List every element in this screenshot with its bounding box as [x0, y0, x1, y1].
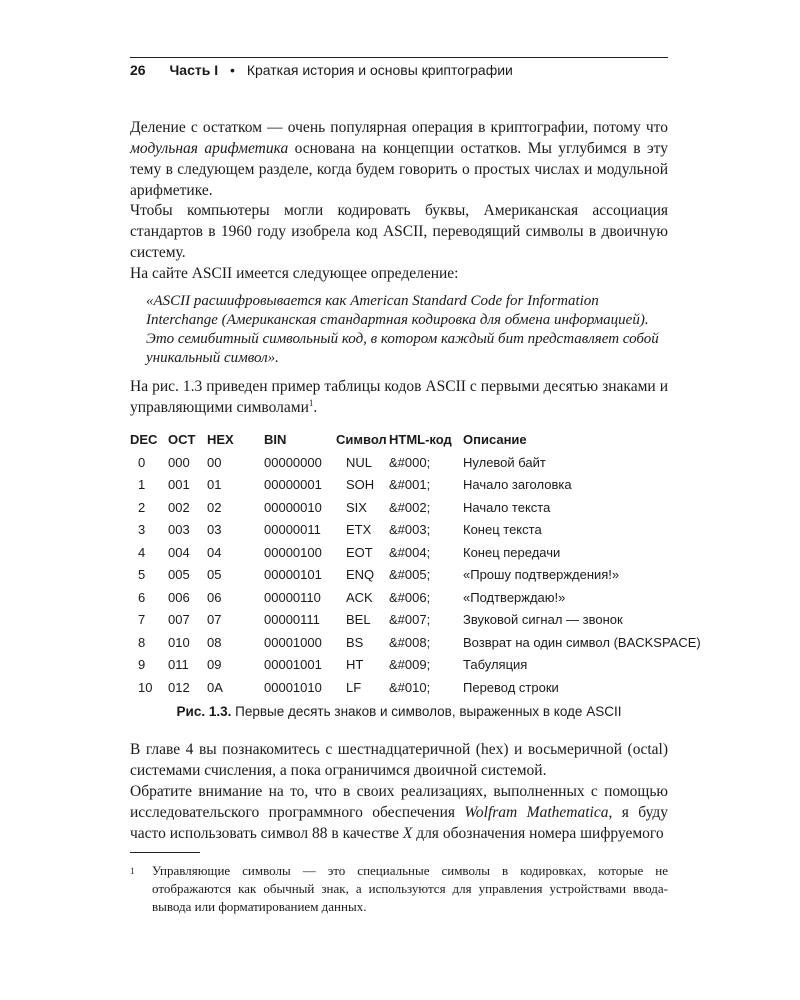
paragraph-text: для обозначения номера шифруемого [412, 825, 664, 842]
cell-description: Нулевой байт [463, 454, 546, 470]
cell-oct: 003 [168, 522, 190, 538]
paragraph-text: Деление с остатком — очень популярная операция в криптографии, потому что [130, 119, 668, 136]
cell-dec: 8 [138, 634, 146, 650]
cell-oct: 007 [168, 612, 190, 628]
cell-description: Начало текста [463, 499, 551, 515]
ascii-definition-quote: «ASCII расшифровывается как American Standard Code for Information Interchange (Американская стандартная кодировка для обмена информацией). Это семибитный символьный код, в котором каждый бит представляет собой уникальный символ». [146, 293, 659, 366]
cell-hex: 07 [207, 612, 222, 628]
footnote [130, 862, 668, 916]
cell-dec: 0 [138, 454, 146, 470]
cell-html-code: &#010; [389, 679, 431, 695]
table-row [130, 519, 701, 542]
cell-bin: 00000011 [264, 522, 321, 538]
cell-hex: 04 [207, 544, 222, 560]
footnote-divider [130, 852, 200, 853]
header-separator: • [230, 62, 235, 78]
cell-hex: 00 [207, 454, 222, 470]
cell-dec: 7 [138, 612, 146, 628]
cell-bin: 00000111 [264, 612, 320, 628]
cell-html-code: &#008; [389, 634, 431, 650]
cell-description: Табуляция [463, 657, 528, 673]
software-name: Wolfram Mathematica [464, 804, 609, 821]
column-header: HEX [207, 431, 234, 447]
cell-bin: 00000000 [264, 454, 322, 470]
ascii-table [130, 427, 701, 699]
cell-html-code: &#000; [389, 454, 431, 470]
cell-oct: 006 [168, 589, 190, 605]
cell-html-code: &#005; [389, 567, 431, 583]
page-number: 26 [130, 62, 146, 78]
cell-description: Начало заголовка [463, 477, 572, 493]
cell-bin: 00000100 [264, 544, 322, 560]
paragraph-ascii-history: Чтобы компьютеры могли кодировать буквы, Американская ассоциация стандартов в 1960 году изобрела код ASCII, переводящий символы в двоичную систему. [130, 202, 668, 261]
table-row [130, 676, 701, 699]
cell-symbol: ENQ [346, 567, 375, 583]
cell-description: Конец передачи [463, 544, 561, 560]
column-header: Описание [463, 431, 527, 447]
cell-hex: 09 [207, 657, 222, 673]
cell-oct: 011 [168, 657, 189, 673]
cell-oct: 002 [168, 499, 190, 515]
table-row [130, 496, 701, 519]
cell-dec: 4 [138, 544, 146, 560]
paragraph-modular-arithmetic [130, 117, 668, 201]
cell-oct: 004 [168, 544, 190, 560]
paragraph-number-systems: В главе 4 вы познакомитесь с шестнадцатеричной (hex) и восьмеричной (octal) системами счисления, а пока ограничимся двоичной системой. [130, 741, 668, 779]
cell-html-code: &#003; [389, 522, 431, 538]
cell-oct: 010 [168, 634, 190, 650]
paragraph-text: Обратите внимание на то, что в своих реализациях, выполненных с помощью исследовательского программного обеспечения [130, 783, 668, 821]
cell-hex: 05 [207, 567, 222, 583]
paragraph-mathematica-note [130, 781, 668, 844]
cell-description: «Прошу подтверждения!» [463, 567, 620, 583]
cell-description: Возврат на один символ (BACKSPACE) [463, 634, 701, 650]
paragraph-figure-reference [130, 376, 668, 418]
cell-html-code: &#004; [389, 544, 431, 560]
cell-html-code: &#002; [389, 499, 431, 515]
cell-symbol: NUL [346, 454, 373, 470]
variable-x: X [402, 825, 413, 842]
table-row [130, 609, 701, 632]
footnote-reference: 1 [308, 397, 314, 408]
table-row [130, 654, 701, 677]
footnote-mark: 1 [130, 866, 135, 876]
cell-symbol: LF [346, 679, 362, 695]
cell-dec: 10 [138, 679, 153, 695]
cell-symbol: HT [346, 657, 364, 673]
paragraph-text: основана на концепции остатков. Мы углубимся в эту тему в следующем разделе, когда будем говорить о простых числах и модульной арифметике. [130, 140, 668, 199]
cell-dec: 1 [138, 477, 146, 493]
figure-label: Рис. 1.3. [176, 704, 232, 719]
column-header: Символ [336, 431, 387, 447]
cell-dec: 2 [138, 499, 146, 515]
cell-html-code: &#009; [389, 657, 431, 673]
column-header: OCT [168, 431, 196, 447]
cell-bin: 00000001 [264, 477, 322, 493]
cell-bin: 00000110 [264, 589, 321, 605]
cell-description: Конец текста [463, 522, 542, 538]
table-row [130, 451, 701, 474]
cell-bin: 00001010 [264, 679, 322, 695]
column-header: DEC [130, 431, 158, 447]
footnote-text: Управляющие символы — это специальные символы в кодировках, которые не отображаются как обычный знак, а используются для управления устройствами ввода-вывода или форматированием данных. [152, 863, 668, 914]
paragraph-text: . [313, 399, 318, 416]
cell-hex: 08 [207, 634, 222, 650]
cell-symbol: ACK [346, 589, 373, 605]
cell-oct: 012 [168, 679, 190, 695]
cell-oct: 000 [168, 454, 190, 470]
cell-symbol: ETX [346, 522, 372, 538]
table-row [130, 564, 701, 587]
cell-hex: 03 [207, 522, 222, 538]
cell-html-code: &#006; [389, 589, 431, 605]
cell-oct: 001 [168, 477, 190, 493]
table-row [130, 541, 701, 564]
emphasis-term: модульная арифметика [130, 140, 289, 157]
figure-caption [130, 704, 668, 719]
chapter-title: Краткая история и основы криптографии [246, 62, 513, 78]
cell-description: «Подтверждаю!» [463, 589, 566, 605]
table-row [130, 586, 701, 609]
cell-bin: 00001001 [264, 657, 322, 673]
cell-hex: 02 [207, 499, 222, 515]
cell-bin: 00001000 [264, 634, 322, 650]
paragraph-ascii-definition-intro: На сайте ASCII имеется следующее определение: [130, 265, 459, 282]
cell-dec: 6 [138, 589, 146, 605]
table-row [130, 474, 701, 497]
part-label: Часть I [169, 62, 219, 78]
cell-symbol: BEL [346, 612, 371, 628]
cell-dec: 9 [138, 657, 146, 673]
cell-bin: 00000010 [264, 499, 322, 515]
cell-bin: 00000101 [264, 567, 322, 583]
cell-html-code: &#001; [389, 477, 431, 493]
table-row [130, 631, 701, 654]
cell-html-code: &#007; [389, 612, 431, 628]
cell-hex: 06 [207, 589, 222, 605]
paragraph-text: На рис. 1.3 приведен пример таблицы кодов ASCII с первыми десятью знаками и управляющими символами [130, 378, 668, 416]
column-header: BIN [264, 431, 287, 447]
cell-symbol: SIX [346, 499, 367, 515]
cell-symbol: SOH [346, 477, 375, 493]
running-header [130, 57, 668, 78]
figure-caption-text: Первые десять знаков и символов, выраженных в коде ASCII [231, 704, 622, 719]
paragraph-text: , я буду часто использовать символ 88 в качестве [130, 804, 668, 842]
table-header-row [130, 427, 701, 451]
cell-hex: 0A [207, 679, 223, 695]
column-header: HTML-код [389, 431, 452, 447]
cell-description: Перевод строки [463, 679, 559, 695]
cell-description: Звуковой сигнал — звонок [463, 612, 623, 628]
cell-dec: 5 [138, 567, 146, 583]
cell-symbol: EOT [346, 544, 373, 560]
cell-hex: 01 [207, 477, 222, 493]
cell-dec: 3 [138, 522, 146, 538]
cell-oct: 005 [168, 567, 190, 583]
cell-symbol: BS [346, 634, 364, 650]
